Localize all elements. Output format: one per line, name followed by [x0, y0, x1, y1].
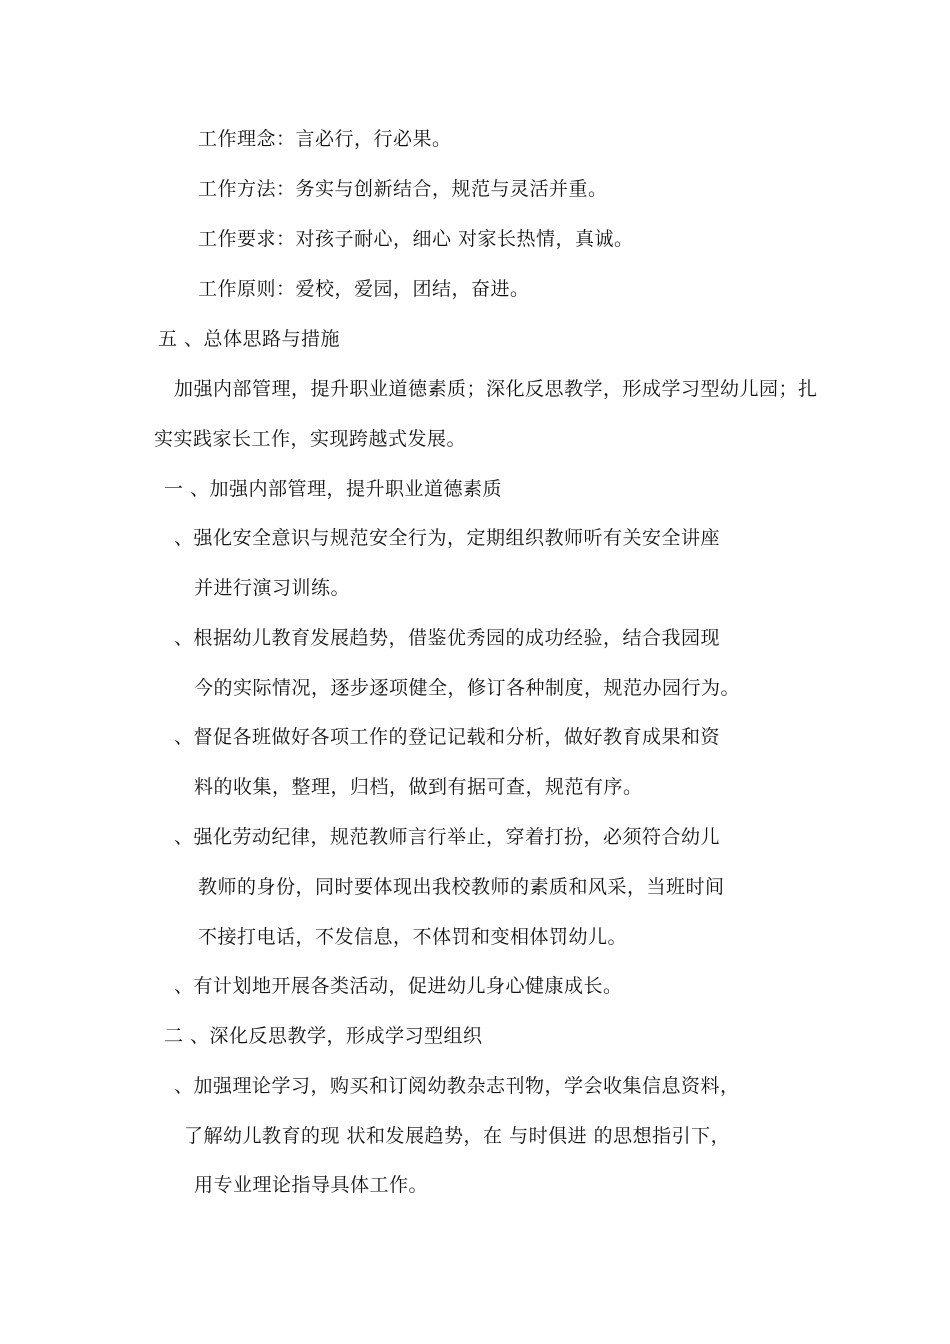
paragraph-overview-line-1: 加强内部管理，提升职业道德素质；深化反思教学，形成学习型幼儿园；扎	[174, 378, 818, 400]
list-item-3-line-2: 料的收集，整理，归档，做到有据可查，规范有序。	[194, 776, 643, 798]
list-item-2-line-2: 今的实际情况，逐步逐项健全，修订各种制度，规范办园行为。	[194, 677, 741, 699]
text-line-work-philosophy: 工作理念：言必行，行必果。	[198, 128, 452, 150]
text-line-work-method: 工作方法：务实与创新结合，规范与灵活并重。	[198, 178, 608, 200]
list-item-6-line-1: 、加强理论学习，购买和订阅幼教杂志刊物，学会收集信息资料，	[174, 1075, 740, 1097]
paragraph-overview-line-2: 实实践家长工作，实现跨越式发展。	[154, 428, 467, 450]
list-item-4-line-3: 不接打电话，不发信息，不体罚和变相体罚幼儿。	[198, 926, 628, 948]
list-item-5-line-1: 、有计划地开展各类活动，促进幼儿身心健康成长。	[174, 975, 623, 997]
list-item-4-line-2: 教师的身份，同时要体现出我校教师的素质和风采，当班时间	[198, 876, 725, 898]
list-item-6-line-3: 用专业理论指导具体工作。	[194, 1174, 429, 1196]
list-item-1-line-2: 并进行演习训练。	[194, 577, 351, 599]
section-heading-five: 五 、总体思路与措施	[158, 328, 341, 350]
subsection-heading-one: 一 、加强内部管理，提升职业道德素质	[164, 478, 503, 500]
text-line-work-principle: 工作原则：爱校，爱园，团结，奋进。	[198, 278, 530, 300]
list-item-2-line-1: 、根据幼儿教育发展趋势，借鉴优秀园的成功经验，结合我园现	[174, 627, 721, 649]
text-line-work-requirement: 工作要求：对孩子耐心，细心 对家长热情，真诚。	[198, 228, 634, 250]
list-item-1-line-1: 、强化安全意识与规范安全行为，定期组织教师听有关安全讲座	[174, 527, 721, 549]
list-item-4-line-1: 、强化劳动纪律，规范教师言行举止，穿着打扮，必须符合幼儿	[174, 826, 721, 848]
subsection-heading-two: 二 、深化反思教学，形成学习型组织	[164, 1025, 483, 1047]
list-item-6-line-2: 了解幼儿教育的现 状和发展趋势，在 与时俱进 的思想指引下，	[184, 1125, 731, 1147]
list-item-3-line-1: 、督促各班做好各项工作的登记记载和分析，做好教育成果和资	[174, 726, 721, 748]
